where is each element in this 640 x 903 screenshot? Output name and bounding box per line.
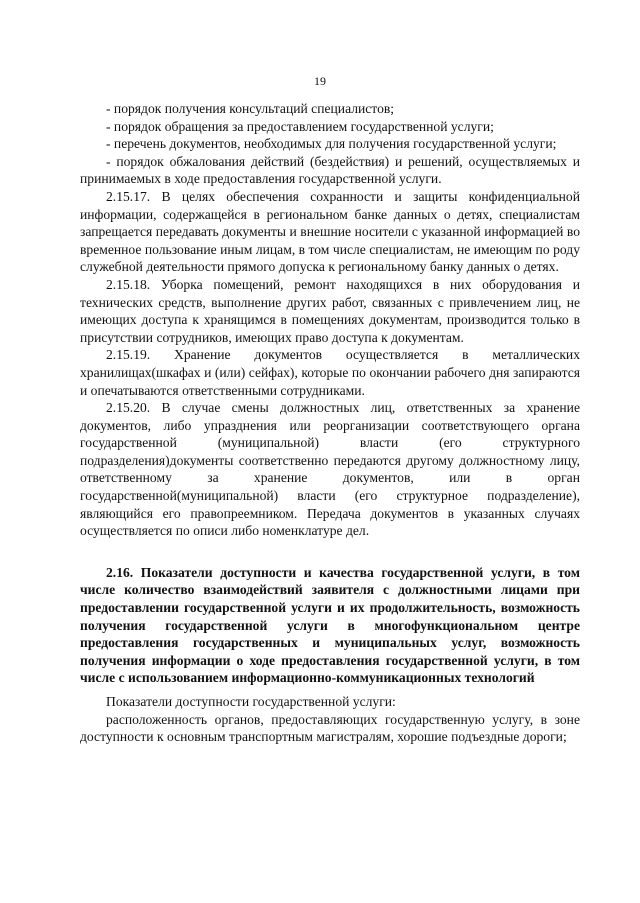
- paragraph-2-15-18: 2.15.18. Уборка помещений, ремонт находящихся в них оборудования и технических средств, выполнение других работ, связанных с привлечением лиц, не имеющих доступа к хранящимся в помещениях документам, производится только в присутствии сотрудников, имеющих право доступа к документам.: [80, 276, 580, 345]
- paragraph: Показатели доступности государственной услуги:: [106, 694, 396, 709]
- paragraph-2-15-19: 2.15.19. Хранение документов осуществляется в металлических хранилищах(шкафах и (или) сейфах), которые по окончании рабочего дня запираются и опечатываются ответственными сотрудниками.: [80, 347, 580, 398]
- paragraph-2-15-20: 2.15.20. В случае смены должностных лиц, ответственных за хранение документов, либо упразднения или реорганизации соответствующего органа государственной (муниципальной) власти (его структурного подразделения)документы соответственно передаются другому должностному лицу, ответственному за хранение документов, или в орган государственной(муниципальной) власти (его структурное подразделение), являющийся его правопреемником. Передача документов в указанных случаях осуществляется по описи либо номенклатуре дел.: [80, 400, 580, 539]
- body-text: [80, 100, 580, 540]
- paragraph: расположенность органов, предоставляющих государственную услугу, в зоне доступности к основным транспортным магистралям, хорошие подъездные дороги;: [80, 711, 580, 745]
- section-body: [80, 693, 580, 746]
- paragraph-2-15-17: 2.15.17. В целях обеспечения сохранности и защиты конфиденциальной информации, содержащейся в региональном банке данных о детях, специалистам запрещается передавать документы и внешние носители с указанной информацией во временное пользование иным лицам, в том числе специалистам, не имеющим по роду служебной деятельности прямого допуска к региональному банку данных о детях.: [80, 188, 580, 275]
- section-heading: 2.16. Показатели доступности и качества государственной услуги, в том числе количество взаимодействий заявителя с должностными лицами при предоставлении государственной услуги и их продолжительность, возможность получения государственной услуги в многофункциональном центре предоставления государственных и муниципальных услуг, возможность получения информации о ходе предоставления государственной услуги, в том числе с использованием информационно-коммуникационных технологий: [80, 564, 580, 686]
- list-item: - порядок обращения за предоставлением государственной услуги;: [106, 118, 494, 134]
- list-item: - порядок обжалования действий (бездействия) и решений, осуществляемых и принимаемых в ходе предоставления государственной услуги.: [80, 153, 580, 187]
- list-item: - порядок получения консультаций специалистов;: [106, 101, 395, 116]
- list-item: - перечень документов, необходимых для получения государственной услуги;: [106, 136, 557, 152]
- page-number: 19: [314, 74, 326, 88]
